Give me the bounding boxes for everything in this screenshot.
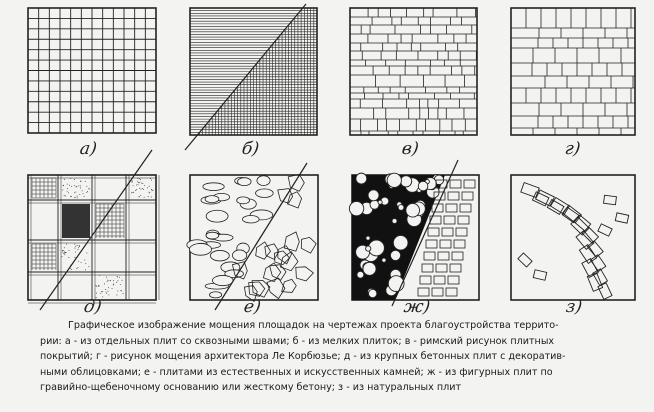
caption-line: покрытий; г - рисунок мощения архитектора Ле Корбюзье; д - из крупных бетонных плит с декоратив- [40, 351, 566, 362]
panel-g-drawing [511, 8, 635, 135]
panel-label-a: а) [78, 139, 99, 159]
panel-v-drawing [350, 8, 477, 135]
panel-label-zh: ж) [402, 297, 432, 317]
panel-e-drawing [187, 163, 318, 310]
caption-line: рии: а - из отдельных плит со сквозными швами; б - из мелких плиток; в - римский рисунок плитных [40, 335, 555, 347]
panel-label-d: д) [82, 297, 103, 317]
panel-zh-drawing [349, 160, 479, 306]
figure-caption [40, 318, 630, 396]
panel-label-z: з) [564, 297, 584, 317]
panel-label-g: г) [563, 139, 582, 159]
caption-line: ными облицовками; е - плитами из естественных и искусственных камней; ж - из фигурных плит по [40, 366, 553, 378]
panel-d-drawing [28, 150, 159, 310]
panel-a-drawing [28, 8, 156, 133]
panel-z-drawing [511, 175, 635, 300]
caption-line: гравийно-щебеночному основанию или жесткому бетону; з - из натуральных плит [40, 382, 462, 393]
panel-b-drawing [185, 4, 317, 150]
caption-line: Графическое изображение мощения площадок на чертежах проекта благоустройства террито- [68, 320, 559, 331]
panel-label-e: е) [242, 297, 263, 317]
panel-label-b: б) [240, 139, 261, 159]
panel-label-v: в) [400, 139, 420, 159]
